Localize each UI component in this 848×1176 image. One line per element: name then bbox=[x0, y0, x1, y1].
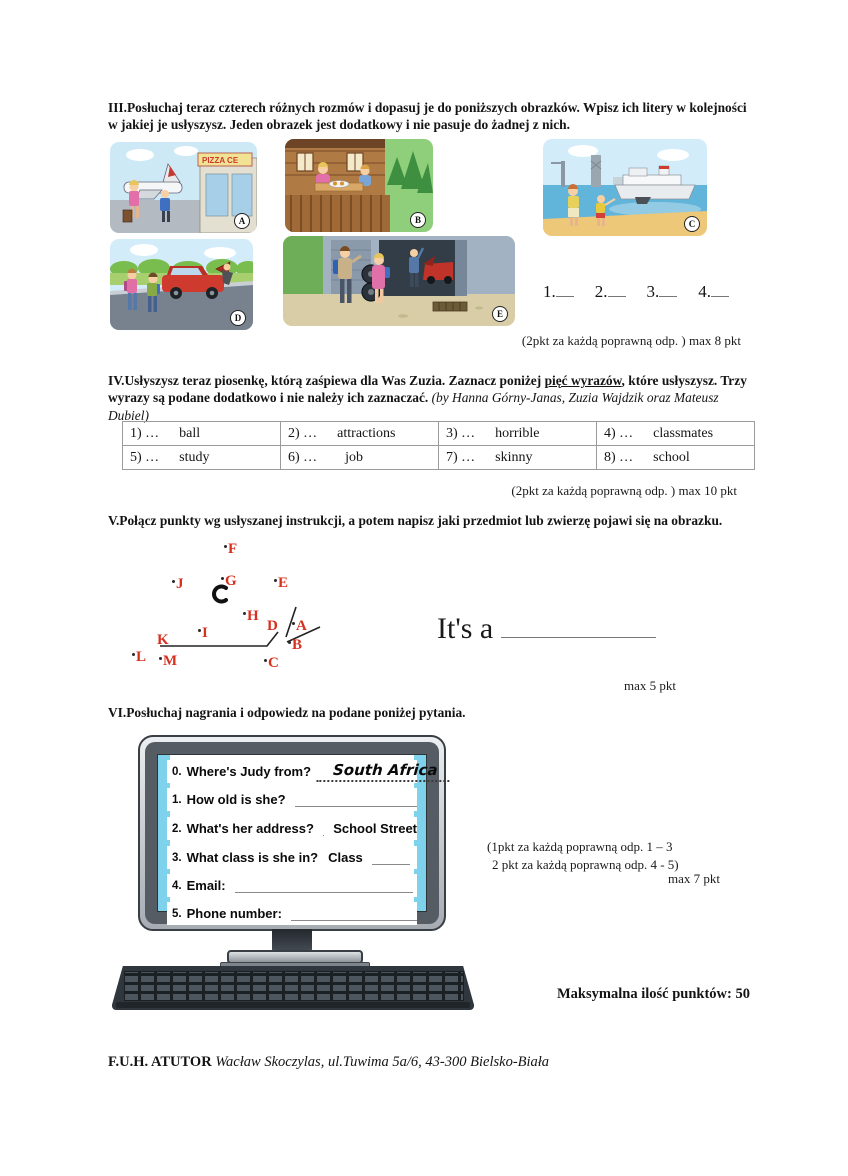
puzzle-dot-H: H bbox=[243, 609, 259, 624]
answer-blank bbox=[372, 851, 410, 865]
section6-scoring: (1pkt za każdą poprawną odp. 1 – 3 2 pkt za każdą poprawną odp. 4 - 5) bbox=[487, 839, 679, 872]
total-points: Maksymalna ilość punktów: 50 bbox=[557, 986, 750, 1002]
monitor-bezel bbox=[145, 742, 439, 924]
word-cell: 4) … classmates bbox=[597, 422, 755, 446]
picture-cabin-meal bbox=[285, 139, 433, 232]
section6-heading: VI.Posłuchaj nagrania i odpowiedz na podane poniżej pytania. bbox=[108, 705, 466, 720]
word-cell: 3) … horrible bbox=[439, 422, 597, 446]
puzzle-dot-J: J bbox=[172, 577, 184, 592]
answer-slot-1: 1. bbox=[543, 282, 574, 302]
picture-label-badge: D bbox=[230, 310, 246, 326]
picture-garage bbox=[283, 236, 515, 326]
picture-label-badge: E bbox=[492, 306, 508, 322]
handwritten-answer: South Africa bbox=[316, 761, 450, 782]
answer-blank bbox=[556, 282, 574, 297]
section6-max-points: max 7 pkt bbox=[668, 871, 720, 886]
harbor-illustration bbox=[543, 139, 707, 236]
question-row-4: 4. Email: bbox=[167, 874, 417, 897]
puzzle-dot-E: E bbox=[274, 576, 288, 591]
keyboard-front-edge bbox=[116, 1002, 470, 1008]
answer-blank bbox=[711, 282, 729, 297]
its-a-blank bbox=[501, 613, 656, 638]
puzzle-dot-A: A bbox=[292, 619, 307, 634]
puzzle-dot-G: G bbox=[221, 574, 237, 589]
keyboard-keys bbox=[124, 971, 464, 1001]
answer-blank bbox=[659, 282, 677, 297]
answer-blank bbox=[235, 879, 413, 893]
section3-heading: III.Posłuchaj teraz czterech różnych rozmów i dopasuj je do poniższych obrazków. Wpisz ich litery w kolejności w jakiej je usłyszysz. Jeden obrazek jest dodatkowy i nie pasuje do żadnej z nich. bbox=[108, 100, 747, 133]
answer-slot-2: 2. bbox=[595, 282, 626, 302]
footer-address: Wacław Skoczylas, ul.Tuwima 5a/6, 43-300 Bielsko-Biała bbox=[215, 1054, 550, 1070]
footer bbox=[108, 1054, 549, 1071]
answer-blank bbox=[295, 793, 417, 807]
answer-blank bbox=[291, 907, 417, 921]
puzzle-dot-L: L bbox=[132, 650, 146, 665]
word-choice-table bbox=[122, 421, 755, 470]
garage-illustration bbox=[283, 236, 515, 326]
answer-slot-3: 3. bbox=[647, 282, 678, 302]
word-cell: 8) … school bbox=[597, 446, 755, 470]
puzzle-dot-B: B bbox=[288, 638, 302, 653]
word-cell: 7) … skinny bbox=[439, 446, 597, 470]
monitor-screen bbox=[157, 754, 439, 921]
section4-heading: IV.Usłyszysz teraz piosenkę, którą zaśpiewa dla Was Zuzia. Zaznacz poniżej pięć wyrazów, które usłyszysz. Trzy wyrazy są podane dodatkowo i nie należy ich zaznaczać. (by Hanna Górny-Janas, Zuzia Wajdzik oraz Mateusz Dubiel) bbox=[108, 373, 747, 423]
section5-heading: V.Połącz punkty wg usłyszanej instrukcji, a potem napisz jaki przedmiot lub zwierzę pojawi się na obrazku. bbox=[108, 513, 723, 528]
picture-label-badge: A bbox=[234, 213, 250, 229]
keyboard bbox=[112, 966, 474, 1010]
song-credit: (by Hanna Górny-Janas, Zuzia Wajdzik oraz Mateusz Dubiel) bbox=[108, 390, 719, 423]
puzzle-dot-F: F bbox=[224, 542, 237, 557]
svg-text:PIZZA CE: PIZZA CE bbox=[202, 156, 239, 165]
section3-answer-blanks bbox=[543, 282, 729, 302]
its-a-answer: It's a bbox=[437, 612, 656, 646]
picture-label-badge: C bbox=[684, 216, 700, 232]
picture-label-badge: B bbox=[410, 212, 426, 228]
word-cell: 5) … study bbox=[123, 446, 281, 470]
puzzle-dot-D: D bbox=[267, 618, 278, 634]
monitor-stand-neck bbox=[272, 929, 312, 952]
section4-scoring: (2pkt za każdą poprawną odp. ) max 10 pkt bbox=[511, 483, 737, 498]
picture-airport bbox=[110, 142, 257, 233]
question-row-2: 2. What's her address? School Street bbox=[167, 817, 417, 840]
picture-harbor bbox=[543, 139, 707, 236]
question-row-0: 0. Where's Judy from? South Africa bbox=[167, 760, 417, 783]
puzzle-dot-C: C bbox=[264, 656, 279, 671]
answer-blank bbox=[608, 282, 626, 297]
table-row bbox=[123, 446, 755, 470]
question-row-1: 1. How old is she? bbox=[167, 788, 417, 811]
word-cell: 6) … job bbox=[281, 446, 439, 470]
word-cell: 1) … ball bbox=[123, 422, 281, 446]
underlined-phrase: pięć wyrazów bbox=[544, 373, 622, 388]
puzzle-dot-K: K bbox=[157, 632, 169, 648]
computer-monitor bbox=[138, 735, 446, 931]
question-row-3: 3. What class is she in? Class bbox=[167, 846, 417, 869]
table-row bbox=[123, 422, 755, 446]
footer-company: F.U.H. ATUTOR bbox=[108, 1054, 212, 1070]
puzzle-dot-M: M bbox=[159, 654, 177, 669]
answer-slot-4: 4. bbox=[698, 282, 729, 302]
section5-scoring: max 5 pkt bbox=[624, 678, 676, 693]
word-cell: 2) … attractions bbox=[281, 422, 439, 446]
picture-broken-car bbox=[110, 239, 253, 330]
puzzle-dot-I: I bbox=[198, 626, 208, 641]
section3-scoring: (2pkt za każdą poprawną odp. ) max 8 pkt bbox=[521, 333, 741, 348]
question-row-5: 5. Phone number: bbox=[167, 902, 417, 925]
